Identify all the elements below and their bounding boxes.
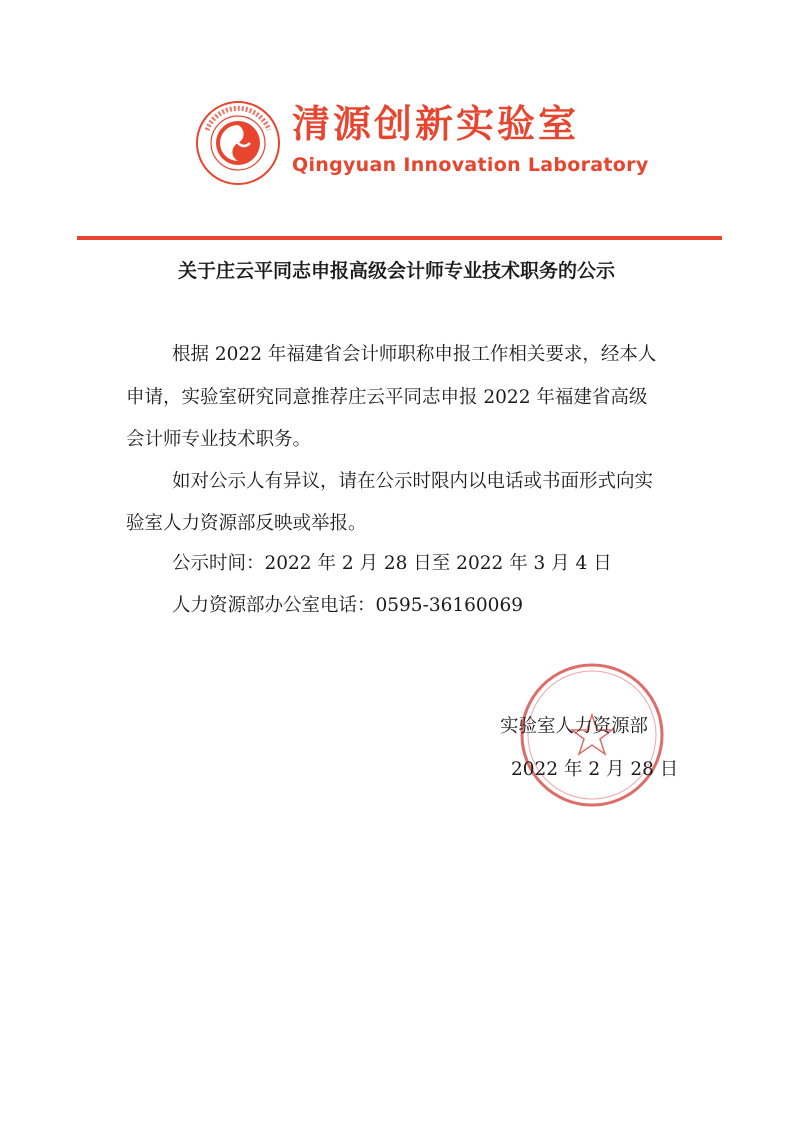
para2-line-1: 如对公示人有异议，请在公示时限内以电话或书面形式向实 — [172, 471, 654, 492]
para1-line-1: 根据 2022 年福建省会计师职称申报工作相关要求，经本人 — [172, 344, 657, 365]
para1-line-3: 会计师专业技术职务。 — [126, 429, 312, 450]
brand-name-cn: 清源创新实验室 — [292, 102, 580, 146]
header-divider — [77, 236, 722, 240]
document-title: 关于庄云平同志申报高级会计师专业技术职务的公示 — [177, 260, 615, 282]
publicity-period: 公示时间：2022 年 2 月 28 日至 2022 年 3 月 4 日 — [172, 553, 612, 574]
para2-line-2: 验室人力资源部反映或举报。 — [126, 513, 367, 534]
lab-logo-icon — [195, 100, 281, 186]
para1-line-2: 申请，实验室研究同意推荐庄云平同志申报 2022 年福建省高级 — [126, 387, 648, 408]
signing-department: 实验室人力资源部 — [500, 716, 649, 737]
contact-phone: 人力资源部办公室电话：0595-36160069 — [172, 595, 523, 616]
brand-name-en: Qingyuan Innovation Laboratory — [292, 154, 649, 176]
signing-date: 2022 年 2 月 28 日 — [511, 759, 679, 780]
